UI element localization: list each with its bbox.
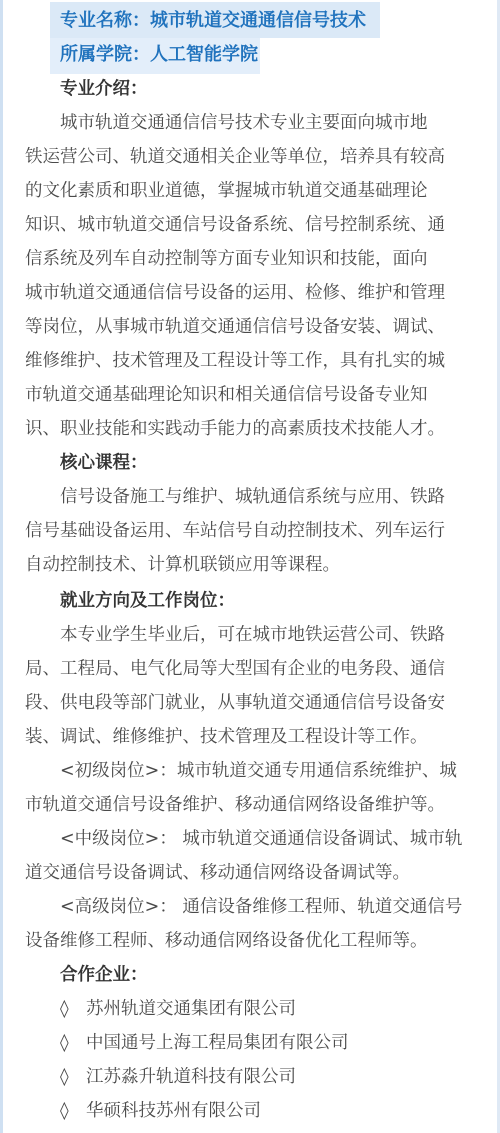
courses-line: 信号设备施工与维护、城轨通信系统与应用、铁路 — [60, 487, 445, 507]
partner-company-item — [60, 1060, 296, 1094]
major-name-line — [60, 4, 366, 38]
college-line — [60, 38, 258, 72]
diamond-bullet-icon: ◊ — [60, 1033, 69, 1053]
partners-heading: 合作企业： — [60, 965, 148, 985]
jobs-line-senior-level: <高级岗位>： 通信设备维修工程师、轨道交通信号 — [60, 897, 463, 917]
major-name-label: 专业名称： — [60, 10, 150, 31]
jobs-line-middle-level: <中级岗位>： 城市轨道交通通信设备调试、城市轨 — [60, 829, 463, 849]
diamond-bullet-icon: ◊ — [60, 1067, 69, 1087]
intro-line: 维修维护、技术管理及工程设计等工作，具有扎实的城 — [25, 351, 445, 371]
jobs-heading: 就业方向及工作岗位： — [60, 591, 235, 611]
jobs-line: 段、供电段等部门就业，从事轨道交通通信信号设备安 — [25, 693, 445, 713]
jobs-line: 设备维修工程师、移动通信网络设备优化工程师等。 — [25, 931, 428, 951]
intro-line: 知识、城市轨道交通信号设备系统、信号控制系统、通 — [25, 215, 445, 235]
intro-line: 识、职业技能和实践动手能力的高素质技术技能人才。 — [25, 419, 445, 439]
intro-line: 城市轨道交通通信信号设备的运用、检修、维护和管理 — [25, 283, 445, 303]
courses-heading: 核心课程： — [60, 453, 148, 473]
courses-line: 自动控制技术、计算机联锁应用等课程。 — [25, 555, 340, 575]
college-label: 所属学院： — [60, 44, 150, 65]
partner-company-item — [60, 992, 296, 1026]
major-name-value: 城市轨道交通通信信号技术 — [150, 10, 366, 31]
diamond-bullet-icon: ◊ — [60, 999, 69, 1019]
partner-company-name: 华硕科技苏州有限公司 — [86, 1101, 261, 1121]
diamond-bullet-icon: ◊ — [60, 1101, 69, 1121]
intro-line: 城市轨道交通通信信号技术专业主要面向城市地 — [60, 113, 428, 133]
partner-company-item — [60, 1026, 349, 1060]
courses-line: 信号基础设备运用、车站信号自动控制技术、列车运行 — [25, 521, 445, 541]
college-value: 人工智能学院 — [150, 44, 258, 65]
jobs-line: 道交通信号设备调试、移动通信网络设备调试等。 — [25, 863, 410, 883]
intro-line: 信系统及列车自动控制等方面专业知识和技能，面向 — [25, 249, 428, 269]
intro-line: 市轨道交通基础理论知识和相关通信信号设备专业知 — [25, 385, 428, 405]
partner-company-name: 苏州轨道交通集团有限公司 — [86, 999, 296, 1019]
jobs-line: 本专业学生毕业后，可在城市地铁运营公司、铁路 — [60, 625, 445, 645]
intro-line: 等岗位，从事城市轨道交通通信信号设备安装、调试、 — [25, 317, 445, 337]
partner-company-name: 中国通号上海工程局集团有限公司 — [86, 1033, 349, 1053]
jobs-line-junior-level: <初级岗位>：城市轨道交通专用通信系统维护、城 — [60, 761, 457, 781]
intro-line: 铁运营公司、轨道交通相关企业等单位，培养具有较高 — [25, 147, 445, 167]
intro-heading: 专业介绍： — [60, 79, 148, 99]
jobs-line: 局、工程局、电气化局等大型国有企业的电务段、通信 — [25, 659, 445, 679]
jobs-line: 装、调试、维修维护、技术管理及工程设计等工作。 — [25, 727, 428, 747]
partner-company-name: 江苏淼升轨道科技有限公司 — [86, 1067, 296, 1087]
intro-line: 的文化素质和职业道德，掌握城市轨道交通基础理论 — [25, 181, 428, 201]
left-border-strip — [0, 0, 3, 1133]
partner-company-item — [60, 1094, 261, 1128]
jobs-line: 市轨道交通信号设备维护、移动通信网络设备维护等。 — [25, 795, 445, 815]
